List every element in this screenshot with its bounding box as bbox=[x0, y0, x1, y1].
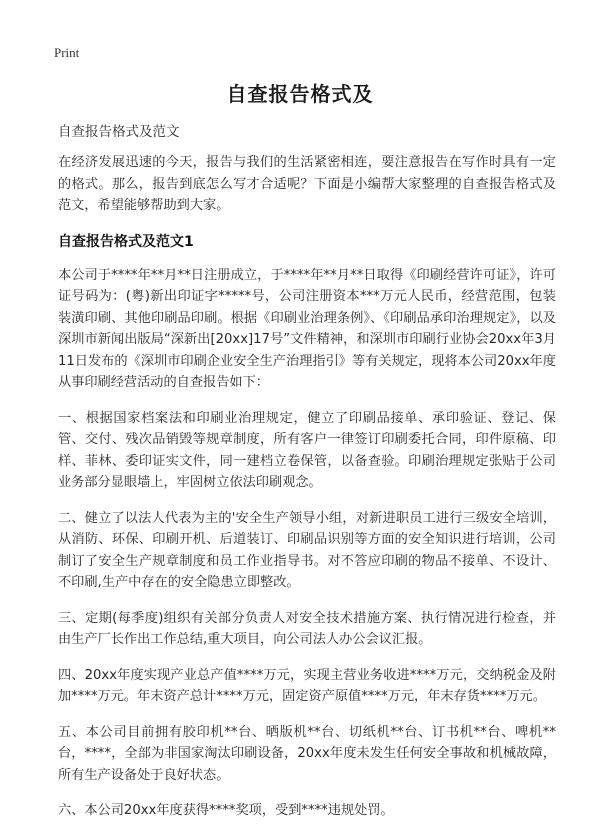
body-paragraph-intro: 本公司于****年**月**日注册成立，于****年**月**日取得《印刷经营许可证》，许可证号码为：(粤)新出印证字*****号，公司注册资本***万元人民币，经营范围，包装装潢印刷、其他印刷品印刷。根据《印刷业治理条例》、《印刷品承印治理规定》，以及深圳市新闻出版局“深新出[20xx]17号”文件精神，和深圳市印刷行业协会20xx年3月11日发布的《深圳市印刷企业安全生产治理指引》等有关规定，现将本公司20xx年度从事印刷经营活动的自查报告如下： bbox=[58, 267, 556, 390]
body-paragraph-item-2: 二、健立了以法人代表为主的'安全生产领导小组，对新进职员工进行三级安全培训，从消防、环保、印刷开机、后道装订、印刷品识别等方面的安全知识进行培训，公司制订了安全生产规章制度和员工作业指导书。对不答应印刷的物品不接单、不设计、不印刷,生产中存在的安全隐患立即整改。 bbox=[58, 510, 556, 590]
document-title: 自查报告格式及 bbox=[226, 82, 374, 106]
body-paragraph-item-5: 五、本公司目前拥有胶印机**台、晒版机**台、切纸机**台、订书机**台、啤机**台，****，全部为非国家淘汰印刷设备，20xx年度未发生任何安全事故和机械故障，所有生产设备处于良好状态。 bbox=[58, 724, 556, 783]
print-link[interactable]: Print bbox=[54, 45, 80, 60]
intro-paragraph: 在经济发展迅速的今天，报告与我们的生活紧密相连，要注意报告在写作时具有一定的格式。那么，报告到底怎么写才合适呢？下面是小编帮大家整理的自查报告格式及范文，希望能够帮助到大家。 bbox=[58, 155, 556, 213]
document-body bbox=[58, 152, 556, 836]
body-paragraph-item-3: 三、定期(每季度)组织有关部分负责人对安全技术措施方案、执行情况进行检查，并由生产厂长作出工作总结,重大项目，向公司法人办公会议汇报。 bbox=[58, 610, 556, 647]
body-paragraph-item-4: 四、20xx年度实现产业总产值****万元，实现主营业务收进****万元，交纳税金及附加****万元。年末资产总计****万元，固定资产原值****万元，年末存货****万元。 bbox=[58, 667, 556, 704]
body-paragraph-item-6: 六、本公司20xx年度获得****奖项，受到****违规处罚。 bbox=[58, 803, 394, 818]
body-paragraph-item-1: 一、根据国家档案法和印刷业治理规定，健立了印刷品接单、承印验证、登记、保管、交付、残次品销毁等规章制度，所有客户一律签订印刷委托合同，印件原稿、印样、菲林、委印证实文件，同一建档立卷保管，以备查验。印刷治理规定张贴于公司业务部分显眼墙上，牢固树立依法印刷观念。 bbox=[58, 410, 556, 490]
document-subtitle: 自查报告格式及范文 bbox=[58, 124, 180, 140]
section-heading: 自查报告格式及范文1 bbox=[58, 233, 194, 250]
